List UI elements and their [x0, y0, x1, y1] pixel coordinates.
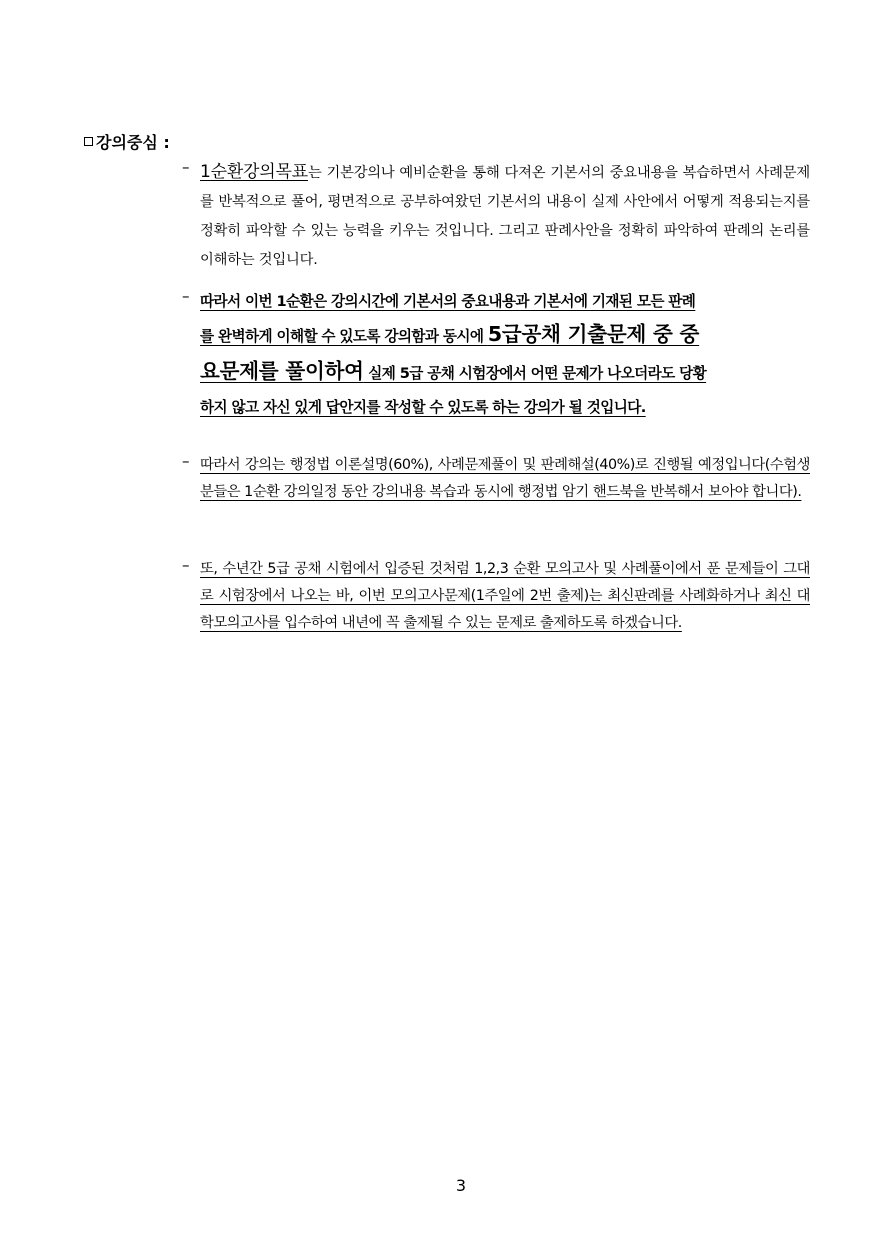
dash-bullet: –	[182, 556, 190, 574]
checkbox-square-icon	[84, 137, 93, 146]
page-number: 3	[455, 1176, 467, 1195]
list-item	[182, 556, 810, 637]
dash-bullet: –	[182, 158, 190, 176]
paragraph	[200, 158, 810, 275]
paragraph-emphasis	[200, 287, 810, 423]
list-item	[182, 452, 810, 506]
list-item	[182, 158, 810, 275]
emphasis-text: 요문제를 풀이하여	[200, 359, 364, 383]
paragraph-text: 는 기본강의나 예비순환을 통해 다져온 기본서의 중요내용을 복습하면서 사례문제를 반복적으로 풀어, 평면적으로 공부하여왔던 기본서의 내용이 실제 사안에서 어떻게 적용되는지를 정확히 파악할 수 있는 능력을 키우는 것입니다. 그리고 판례사안을 정확히 파악하여 판례의 논리를 이해하는 것입니다.	[200, 165, 810, 268]
dash-bullet: –	[182, 287, 190, 305]
paragraph-line-text: 실제 5급 공채 시험장에서 어떤 문제가 나오더라도 당황	[363, 365, 707, 382]
paragraph-line: 따라서 이번 1순환은 강의시간에 기본서의 중요내용과 기본서에 기재된 모든 판례	[200, 293, 696, 310]
paragraph: 또, 수년간 5급 공채 시험에서 입증된 것처럼 1,2,3 순환 모의고사 및 사례풀이에서 푼 문제들이 그대로 시험장에서 나오는 바, 이번 모의고사문제(1주일에 2번 출제)는 최신판례를 사례화하거나 최신 대학모의고사를 입수하여 내년에 꼭 출제될 수 있는 문제로 출제하도록 하겠습니다.	[200, 561, 810, 631]
paragraph-line-text: 를 완벽하게 이해할 수 있도록 강의함과 동시에	[200, 328, 488, 345]
list-item	[182, 287, 810, 423]
lecture-goal-label: 1순환강의목표	[200, 162, 308, 182]
paragraph: 따라서 강의는 행정법 이론설명(60%), 사례문제풀이 및 판례해설(40%)로 진행될 예정입니다(수험생분들은 1순환 강의일정 동안 강의내용 복습과 동시에 행정법 암기 핸드북을 반복해서 보아야 합니다).	[200, 457, 810, 500]
section-heading	[84, 130, 170, 153]
paragraph-line	[200, 351, 810, 391]
paragraph-line	[200, 317, 810, 351]
paragraph-line: 하지 않고 자신 있게 답안지를 작성할 수 있도록 하는 강의가 될 것입니다.	[200, 399, 646, 416]
section-heading-label: 강의중심 :	[96, 133, 170, 152]
dash-bullet: –	[182, 452, 190, 470]
emphasis-text: 5급공채 기출문제 중 중	[487, 322, 700, 346]
